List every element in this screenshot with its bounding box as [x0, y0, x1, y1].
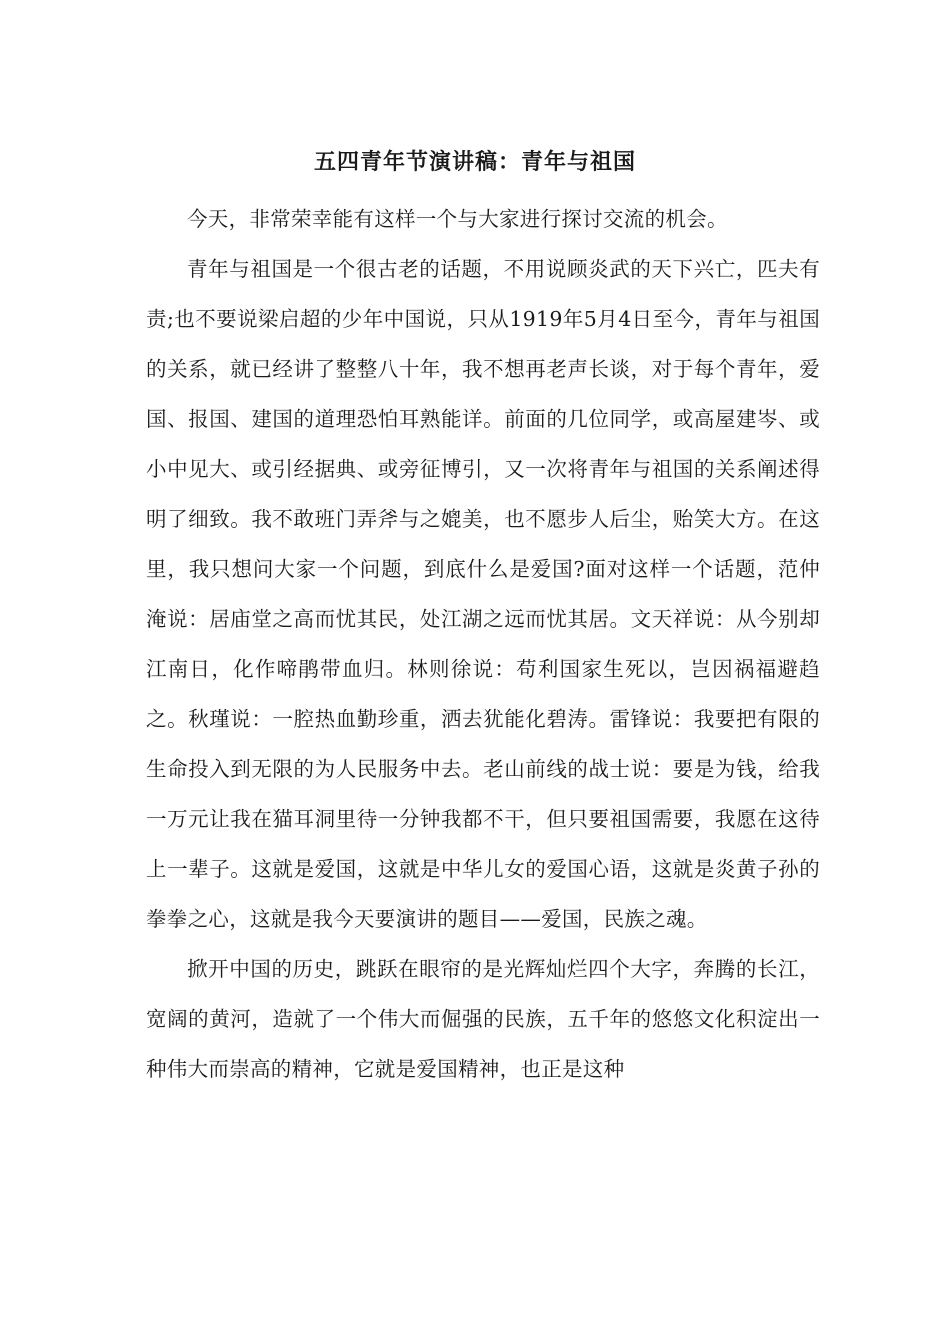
document-body — [146, 194, 820, 1094]
paragraph-3: 掀开中国的历史，跳跃在眼帘的是光辉灿烂四个大字，奔腾的长江，宽阔的黄河，造就了一个伟大而倔强的民族，五千年的悠悠文化积淀出一种伟大而崇高的精神，它就是爱国精神，也正是这种 — [146, 957, 820, 1081]
paragraph-1: 今天，非常荣幸能有这样一个与大家进行探讨交流的机会。 — [187, 207, 728, 231]
document-title: 五四青年节演讲稿：青年与祖国 — [313, 149, 636, 175]
paragraph-2: 青年与祖国是一个很古老的话题，不用说顾炎武的天下兴亡，匹夫有责;也不要说梁启超的少年中国说，只从1919年5月4日至今，青年与祖国的关系，就已经讲了整整八十年，我不想再老声长谈，对于每个青年，爱国、报国、建国的道理恐怕耳熟能详。前面的几位同学，或高屋建岑、或小中见大、或引经据典、或旁征博引，又一次将青年与祖国的关系阐述得明了细致。我不敢班门弄斧与之媲美，也不愿步人后尘，贻笑大方。在这里，我只想问大家一个问题，到底什么是爱国?面对这样一个话题，范仲淹说：居庙堂之高而忧其民，处江湖之远而忧其居。文天祥说：从今别却江南日，化作啼鹃带血归。林则徐说：苟利国家生死以，岂因祸福避趋之。秋瑾说：一腔热血勤珍重，洒去犹能化碧涛。雷锋说：我要把有限的生命投入到无限的为人民服务中去。老山前线的战士说：要是为钱，给我一万元让我在猫耳洞里待一分钟我都不干，但只要祖国需要，我愿在这待上一辈子。这就是爱国，这就是中华儿女的爱国心语，这就是炎黄子孙的拳拳之心，这就是我今天要演讲的题目——爱国，民族之魂。 — [146, 257, 820, 931]
